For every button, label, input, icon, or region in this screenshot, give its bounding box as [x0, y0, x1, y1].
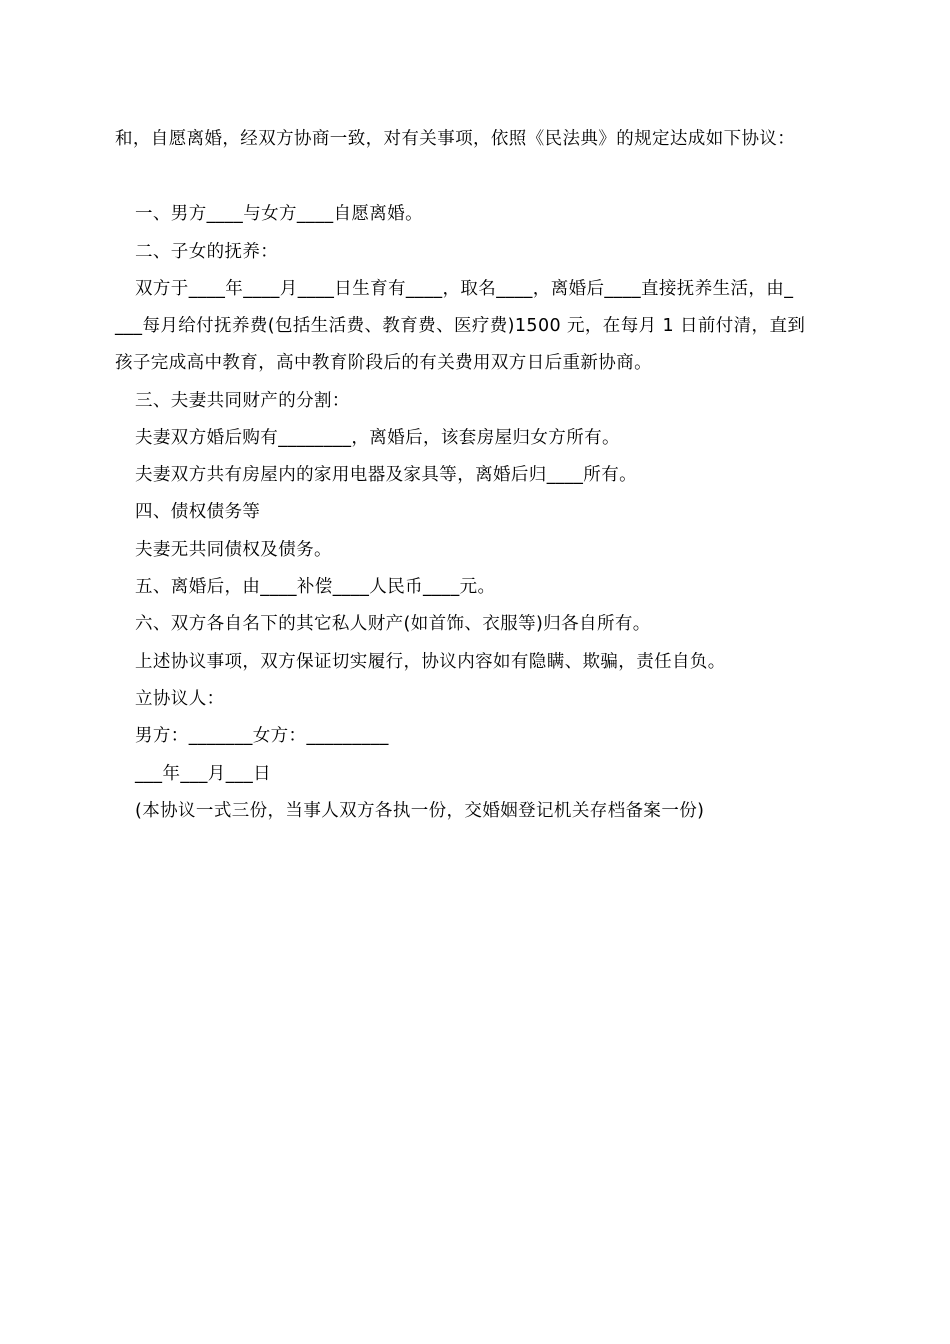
clause-2-heading: 二、子女的抚养：: [135, 242, 279, 262]
clause-2-text-line-3: 孩子完成高中教育，高中教育阶段后的有关费用双方日后重新协商。: [115, 353, 652, 373]
date-field: ___年___月___日: [135, 764, 272, 784]
clause-4-heading: 四、债权债务等: [135, 502, 261, 522]
copies-note: (本协议一式三份，当事人双方各执一份，交婚姻登记机关存档备案一份): [135, 801, 705, 821]
clause-5: 五、离婚后，由____补偿____人民币____元。: [135, 577, 496, 597]
clause-2-text-line-2: ___每月给付抚养费(包括生活费、教育费、医疗费)1500 元，在每月 1 日前付清，直到: [115, 316, 806, 336]
clause-1: 一、男方____与女方____自愿离婚。: [135, 204, 423, 224]
signatories-label: 立协议人：: [135, 689, 225, 709]
clause-3-heading: 三、夫妻共同财产的分割：: [135, 391, 350, 411]
paragraph-preamble: 和，自愿离婚，经双方协商一致，对有关事项，依照《民法典》的规定达成如下协议：: [115, 129, 796, 149]
guarantee-statement: 上述协议事项，双方保证切实履行，协议内容如有隐瞒、欺骗，责任自负。: [135, 652, 726, 672]
signature-fields: 男方：_______女方：_________: [135, 726, 389, 746]
clause-2-text-line-1: 双方于____年____月____日生育有____，取名____，离婚后____直接抚养生活，由_: [135, 279, 794, 299]
clause-3-text-2: 夫妻双方共有房屋内的家用电器及家具等，离婚后归____所有。: [135, 465, 637, 485]
clause-3-text-1: 夫妻双方婚后购有________，离婚后，该套房屋归女方所有。: [135, 428, 620, 448]
clause-4-text: 夫妻无共同债权及债务。: [135, 540, 332, 560]
clause-6: 六、双方各自名下的其它私人财产(如首饰、衣服等)归各自所有。: [135, 614, 651, 634]
